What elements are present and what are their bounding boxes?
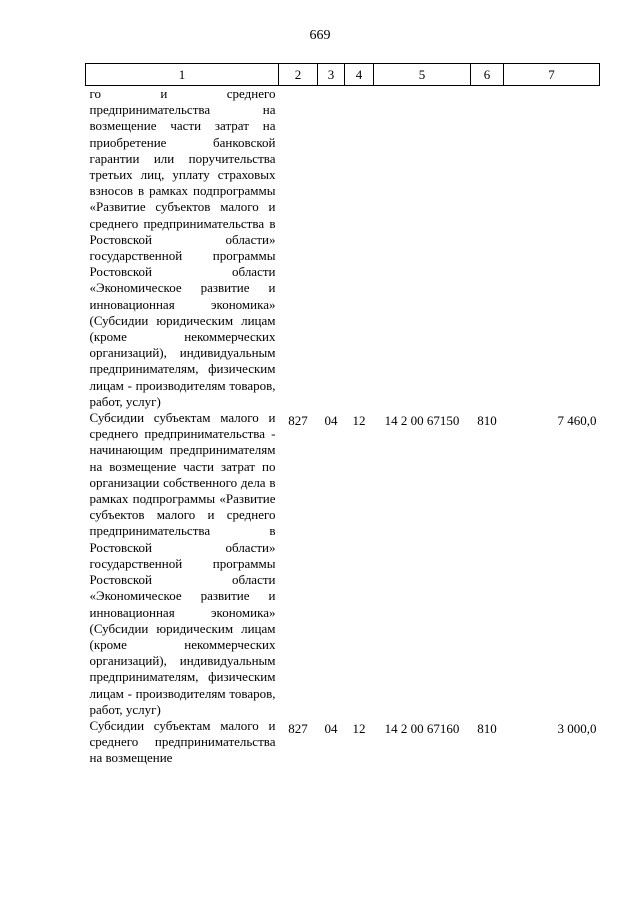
table-header-row bbox=[86, 64, 600, 86]
row-amount: 7 460,0 bbox=[557, 413, 597, 429]
row-amount: 3 000,0 bbox=[557, 720, 597, 736]
column-header: 5 bbox=[374, 64, 471, 86]
row-subsection-code: 12 bbox=[352, 720, 366, 736]
row-description: Субсидии субъектам малого и среднего предпринимательства - начинающим предпринимателям на возмещение части затрат по организации собственного дела в рамках подпрограммы «Развитие субъектов малого и среднего предпринимательства в Ростовской области» государственной программы Ростовской области «Экономическое развитие и инновационная экономика» (Субсидии юридическим лицам (кроме некоммерческих организаций), индивидуальным предпринимателям, физическим лицам - производителям товаров, работ, услуг) bbox=[89, 410, 276, 717]
row-description: го и среднего предпринимательства на возмещение части затрат на приобретение банковской гарантии или поручительства третьих лиц, уплату страховых взносов в рамках подпрограммы «Развитие субъектов малого и среднего предпринимательства в Ростовской области» государственной программы Ростовской области «Экономическое развитие и инновационная экономика» (Субсидии юридическим лицам (кроме некоммерческих организаций), индивидуальным предпринимателям, физическим лицам - производителям товаров, работ, услуг) bbox=[89, 86, 276, 409]
column-header: 1 bbox=[86, 64, 279, 86]
column-header: 3 bbox=[318, 64, 345, 86]
table-row bbox=[86, 410, 600, 718]
budget-table bbox=[85, 63, 600, 767]
row-subsection-code: 12 bbox=[352, 413, 366, 429]
row-expense-type bbox=[471, 86, 504, 411]
table-row bbox=[86, 86, 600, 411]
row-target-article bbox=[374, 86, 471, 411]
table-row bbox=[86, 718, 600, 767]
page-number: 669 bbox=[309, 28, 331, 43]
row-ministry-code: 827 bbox=[288, 413, 308, 429]
row-section-code: 04 bbox=[324, 413, 338, 429]
column-header: 4 bbox=[345, 64, 374, 86]
column-header: 7 bbox=[504, 64, 600, 86]
row-section-code bbox=[318, 86, 345, 411]
column-header: 2 bbox=[279, 64, 318, 86]
row-expense-type: 810 bbox=[477, 720, 497, 736]
row-target-article: 14 2 00 67150 bbox=[384, 413, 460, 429]
row-ministry-code bbox=[279, 86, 318, 411]
row-expense-type: 810 bbox=[477, 413, 497, 429]
row-section-code: 04 bbox=[324, 720, 338, 736]
row-ministry-code: 827 bbox=[288, 720, 308, 736]
row-target-article: 14 2 00 67160 bbox=[384, 720, 460, 736]
row-subsection-code bbox=[345, 86, 374, 411]
row-description: Субсидии субъектам малого и среднего предпринимательства на возмещение bbox=[89, 717, 276, 766]
column-header: 6 bbox=[471, 64, 504, 86]
row-amount bbox=[504, 86, 600, 411]
